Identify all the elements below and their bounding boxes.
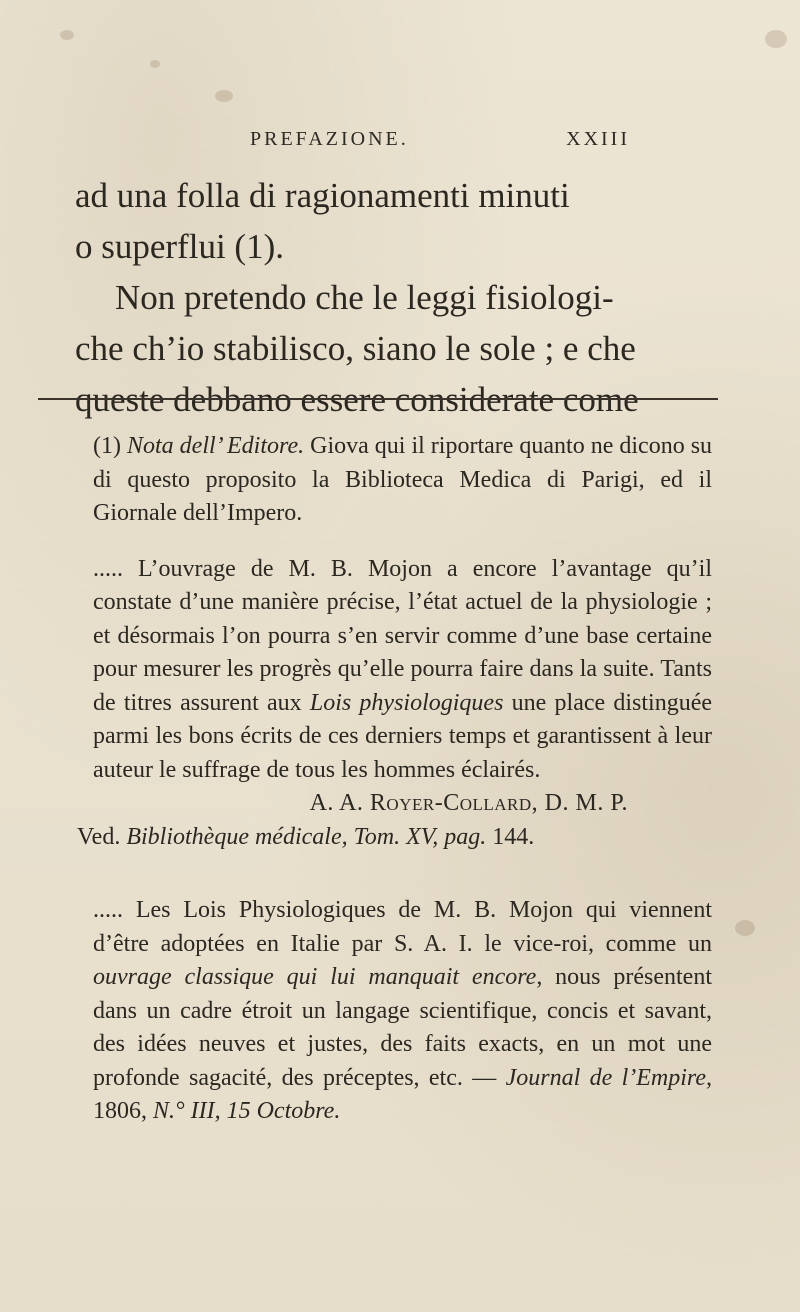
quote-italic: Lois physiologiques — [309, 689, 504, 716]
reference-lead: Ved. — [77, 823, 121, 850]
page-number: XXIII — [566, 128, 630, 150]
reference-page: 144. — [492, 823, 535, 850]
quote-text: ..... L’ouvrage de M. B. Mojon a encore l’avantage qu’il constate d’une manière précise, l’état actuel de la physiologie ; et désormais l’on pourra s’en servir comme d’une base certaine pour mesurer les progrès qu’elle pourra faire dans la suite. Tants de titres assurent aux — [93, 555, 712, 716]
foxing-spot — [765, 30, 787, 48]
quote-text: une place distinguée parmi les bons écrits de ces derniers temps et garantissent à leur auteur le suffrage de tous les hommes éclairés. — [93, 689, 713, 783]
quote-journal — [77, 894, 712, 1129]
foxing-spot — [60, 30, 74, 40]
quote-bibliotheque — [77, 553, 712, 788]
text-line: ad una folla di ragionamenti minuti — [75, 176, 570, 215]
text-line: queste debbano essere considerate come — [75, 380, 639, 419]
quote-text: ..... Les Lois Physiologiques de M. B. Mojon qui viennent d’être adoptées en Italie par S. A. I. le vice-roi, comme un — [93, 897, 712, 957]
reference — [77, 821, 712, 855]
quote-italic: ouvrage classique qui lui manquait encore — [93, 964, 537, 990]
footnote-marker: (1) — [93, 433, 121, 459]
foxing-spot — [150, 60, 160, 68]
quote-text: , nous présentent dans un cadre étroit un langage scientifique, concis et savant, des idées neuves et justes, des faits exacts, en un mot une profonde sagacité, des préceptes, etc. — — [93, 964, 713, 1091]
footnote-label: Nota dell’ Editore. — [127, 433, 305, 459]
quote-date-italic: N.° III, 15 Octobre. — [153, 1098, 341, 1124]
quote-date: 1806, — [93, 1098, 147, 1124]
main-text — [75, 170, 715, 425]
footnote-rule — [38, 398, 718, 400]
signature: A. A. Royer-Collard, D. M. P. — [309, 790, 628, 816]
footnote — [77, 430, 712, 1129]
foxing-spot — [215, 90, 233, 102]
text-line: che ch’io stabilisco, siano le sole ; e che — [75, 329, 636, 368]
footnote-text: Giova qui il riportare quanto ne dicono su di questo proposito la Biblioteca Medica di Parigi, ed il Giornale dell’Impero. — [93, 433, 713, 526]
quote-source: Journal de l’Empire, — [505, 1064, 713, 1091]
text-line: o superflui (1). — [75, 227, 284, 266]
foxing-spot — [735, 920, 755, 936]
running-head — [250, 128, 630, 151]
text-line: Non pretendo che le leggi fisiologi- — [115, 278, 614, 317]
footnote-intro — [77, 430, 712, 531]
running-title: PREFAZIONE. — [250, 128, 409, 150]
reference-title: Bibliothèque médicale, Tom. XV, pag. — [126, 823, 487, 850]
